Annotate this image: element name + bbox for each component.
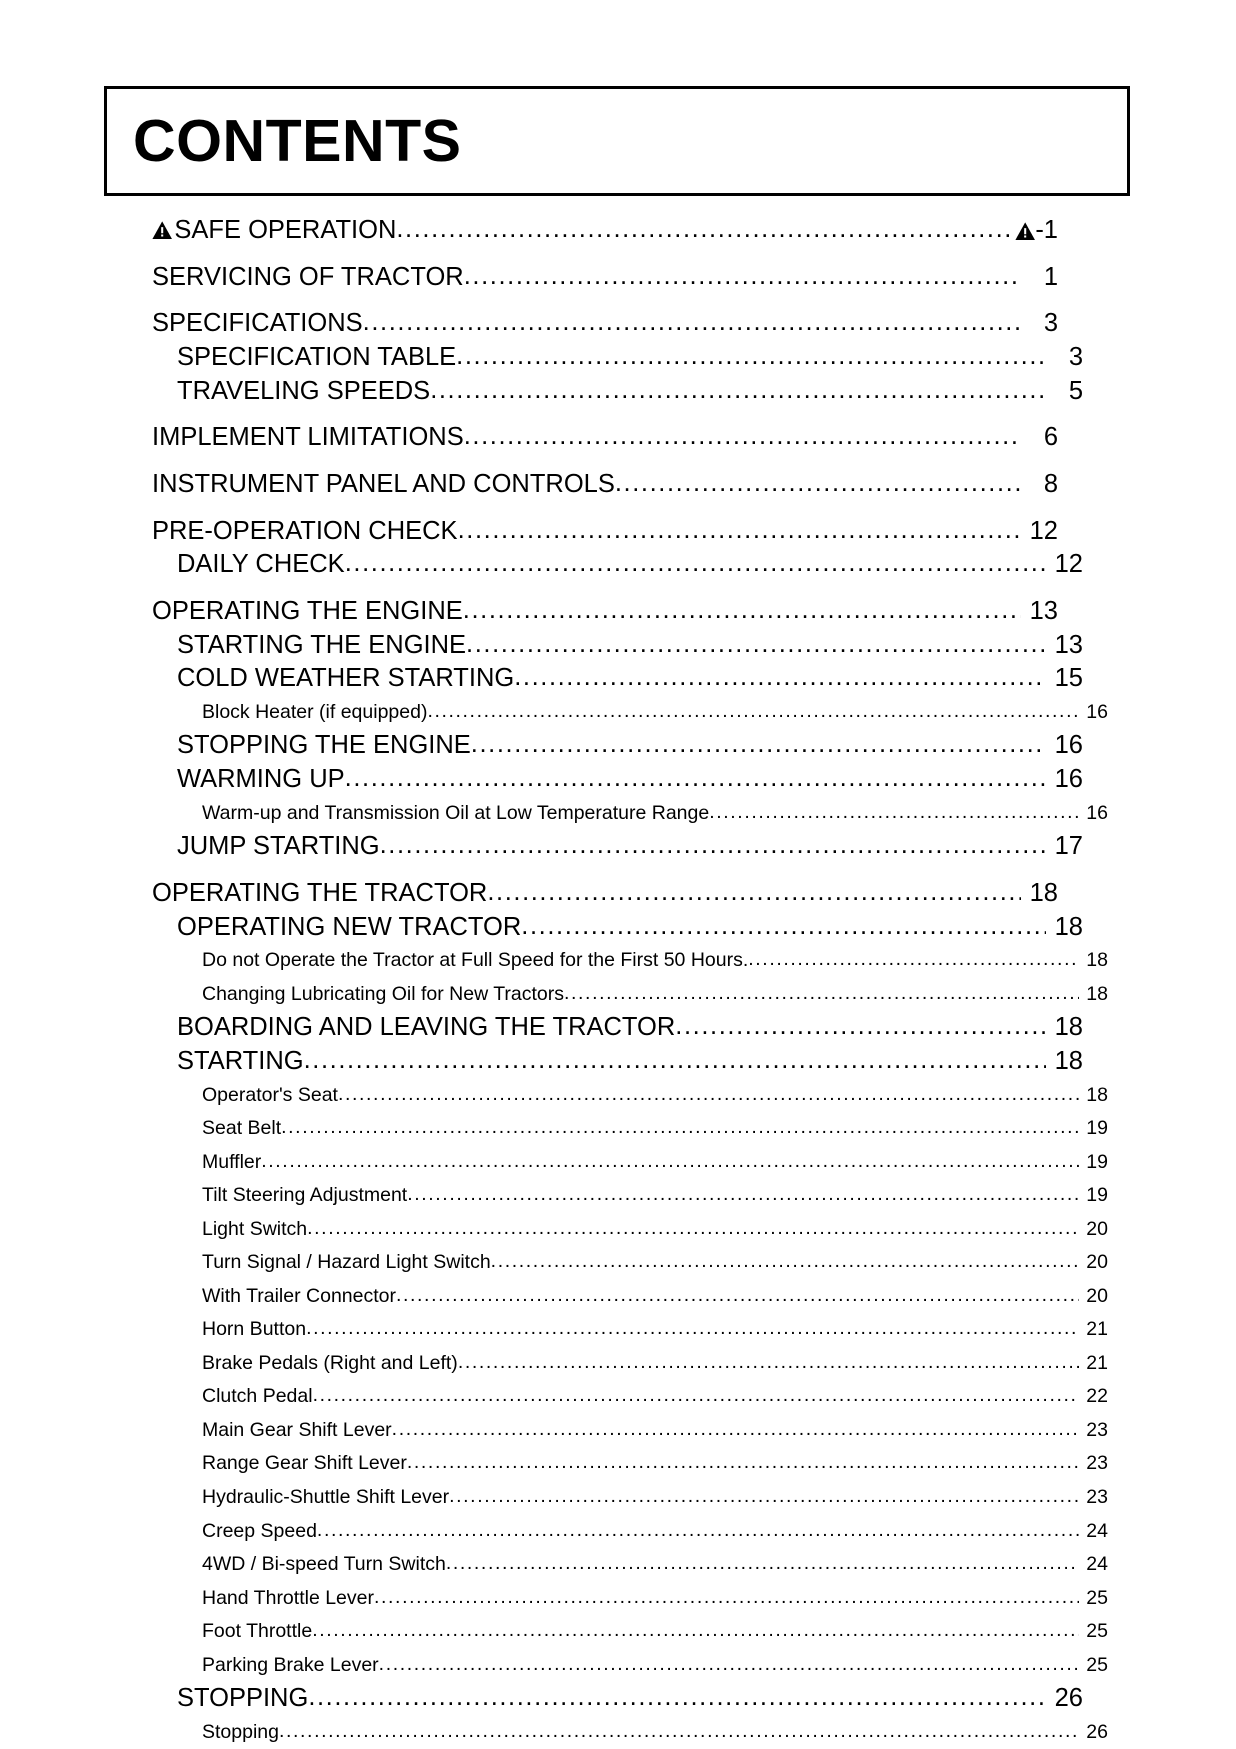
toc-dot-leader [312, 1614, 1079, 1648]
toc-entry[interactable] [177, 1011, 1083, 1045]
toc-entry-page-number [1079, 696, 1108, 730]
toc-page-value: 18 [1054, 912, 1083, 941]
toc-dot-leader [308, 1681, 1046, 1715]
toc-dot-leader [458, 1346, 1079, 1380]
toc-entry-label [202, 1079, 338, 1113]
toc-entry-label [202, 1347, 458, 1381]
toc-page-value: 18 [1054, 1046, 1083, 1075]
toc-dot-leader [345, 547, 1046, 581]
toc-entry[interactable] [202, 1447, 1108, 1481]
toc-entry-label [202, 1146, 261, 1180]
toc-entry-page-number [1046, 911, 1083, 945]
toc-entry-page-number [1079, 1447, 1108, 1481]
toc-dot-leader [471, 728, 1046, 762]
toc-entry-text: STOPPING [177, 1684, 309, 1713]
warning-triangle-icon [1015, 221, 1035, 241]
toc-entry-label [177, 1045, 304, 1079]
toc-entry-page-number [1046, 1682, 1083, 1716]
toc-entry-label [202, 797, 709, 831]
toc-entry-label [202, 1447, 407, 1481]
toc-page-value: 20 [1086, 1217, 1108, 1240]
toc-entry-text: 4WD / Bi-speed Turn Switch [202, 1553, 446, 1576]
toc-entry-text: Warm-up and Transmission Oil at Low Temperature Range [202, 801, 710, 824]
toc-page-value: 19 [1086, 1150, 1108, 1173]
toc-entry-text: COLD WEATHER STARTING [177, 664, 515, 693]
toc-entry-label [177, 1011, 675, 1045]
toc-entry-text: SPECIFICATION TABLE [177, 342, 457, 371]
toc-entry-page-number [1079, 1179, 1108, 1213]
toc-page-value: 18 [1086, 982, 1108, 1005]
toc-entry-text: SERVICING OF TRACTOR [152, 262, 464, 291]
toc-entry-page-number [1079, 978, 1108, 1012]
toc-entry[interactable] [177, 729, 1083, 763]
toc-entry-text: PRE-OPERATION CHECK [152, 516, 458, 545]
toc-entry-label [152, 595, 463, 629]
toc-entry[interactable] [202, 797, 1108, 831]
toc-entry[interactable] [202, 1313, 1108, 1347]
toc-dot-leader [464, 260, 1021, 294]
toc-page-value: 18 [1054, 1013, 1083, 1042]
toc-entry-label [202, 944, 748, 978]
toc-entry-page-number [1021, 595, 1058, 629]
toc-entry-page-number [1079, 1347, 1108, 1381]
toc-entry-page-number [1012, 214, 1058, 248]
toc-dot-leader [396, 213, 1012, 247]
toc-entry[interactable] [177, 629, 1083, 663]
toc-entry[interactable] [152, 214, 1058, 248]
toc-entry[interactable] [177, 662, 1083, 696]
toc-page-value: 21 [1086, 1318, 1108, 1341]
toc-page-value: 22 [1086, 1385, 1108, 1408]
toc-dot-leader [427, 695, 1079, 729]
toc-page-value: 18 [1086, 949, 1108, 972]
toc-entry[interactable] [152, 877, 1058, 911]
toc-dot-leader [306, 1312, 1079, 1346]
toc-entry-text: STARTING THE ENGINE [177, 630, 467, 659]
toc-entry-page-number [1021, 261, 1058, 295]
warning-triangle-icon [152, 220, 172, 240]
toc-entry-text: Stopping [202, 1720, 279, 1743]
toc-entry-label [202, 1615, 312, 1649]
toc-entry-page-number [1021, 468, 1058, 502]
toc-entry-page-number [1079, 1515, 1108, 1549]
toc-entry-page-number [1079, 1649, 1108, 1683]
toc-page-value: 24 [1086, 1553, 1108, 1576]
toc-dot-leader [396, 1279, 1079, 1313]
toc-dot-leader [466, 628, 1046, 662]
toc-entry-page-number [1046, 548, 1083, 582]
toc-entry-text: Muffler [202, 1150, 262, 1173]
toc-dot-leader [317, 1514, 1079, 1548]
toc-dot-leader [379, 1648, 1079, 1682]
toc-page-value: 3 [1068, 342, 1083, 371]
toc-page-value: 16 [1086, 700, 1108, 723]
toc-entry-text: Do not Operate the Tractor at Full Speed for the First 50 Hours. [202, 949, 749, 972]
toc-page-value: -1 [1035, 216, 1058, 244]
toc-entry-label [177, 763, 345, 797]
toc-entry[interactable] [202, 978, 1108, 1012]
toc-page-value: 16 [1086, 801, 1108, 824]
toc-page-value: 26 [1054, 1684, 1083, 1713]
toc-entry[interactable] [202, 1079, 1108, 1113]
toc-page-value: 23 [1086, 1452, 1108, 1475]
toc-page-value: 15 [1054, 664, 1083, 693]
toc-dot-leader [338, 1078, 1079, 1112]
toc-entry[interactable] [202, 1347, 1108, 1381]
toc-entry-text: INSTRUMENT PANEL AND CONTROLS [152, 469, 615, 498]
toc-entry-text: Clutch Pedal [202, 1385, 313, 1408]
toc-entry-page-number [1079, 1481, 1108, 1515]
toc-page-value: 17 [1054, 832, 1083, 861]
toc-entry-label [177, 911, 521, 945]
toc-entry-page-number [1046, 1011, 1083, 1045]
toc-entry[interactable] [202, 1146, 1108, 1180]
toc-entry-page-number [1079, 1280, 1108, 1314]
toc-entry[interactable] [177, 1045, 1083, 1079]
toc-entry-page-number [1079, 1112, 1108, 1146]
toc-entry-text: Horn Button [202, 1318, 307, 1341]
toc-entry[interactable] [152, 421, 1058, 455]
toc-entry-text: With Trailer Connector [202, 1284, 396, 1307]
toc-dot-leader [464, 420, 1021, 454]
toc-entry-text: Changing Lubricating Oil for New Tractors [202, 982, 564, 1005]
toc-entry-label [177, 662, 514, 696]
page-title: CONTENTS [133, 107, 462, 174]
toc-dot-leader [446, 1547, 1079, 1581]
toc-dot-leader [304, 1044, 1046, 1078]
toc-dot-leader [407, 1178, 1079, 1212]
toc-dot-leader [281, 1111, 1079, 1145]
toc-entry[interactable] [177, 1682, 1083, 1716]
toc-page-value: 20 [1086, 1284, 1108, 1307]
toc-dot-leader [279, 1715, 1079, 1749]
toc-entry[interactable] [202, 1179, 1108, 1213]
toc-dot-leader [456, 340, 1046, 374]
toc-entry-page-number [1079, 797, 1108, 831]
toc-entry-page-number [1079, 1380, 1108, 1414]
toc-entry-page-number [1079, 1716, 1108, 1749]
toc-entry[interactable] [177, 911, 1083, 945]
toc-entry-text: IMPLEMENT LIMITATIONS [152, 423, 464, 452]
toc-page-value: 19 [1086, 1117, 1108, 1140]
toc-entry-page-number [1079, 1582, 1108, 1616]
toc-entry[interactable] [202, 1515, 1108, 1549]
toc-entry-label [202, 696, 427, 730]
toc-page-value: 25 [1086, 1653, 1108, 1676]
toc-page-value: 26 [1086, 1720, 1108, 1743]
toc-entry[interactable] [152, 515, 1058, 549]
toc-entry-label [202, 1548, 446, 1582]
toc-entry-label [202, 1414, 392, 1448]
toc-dot-leader [313, 1379, 1079, 1413]
toc-dot-leader [261, 1145, 1079, 1179]
toc-page-value: 16 [1054, 765, 1083, 794]
toc-entry[interactable] [177, 548, 1083, 582]
toc-entry-text: SAFE OPERATION [174, 216, 397, 244]
toc-dot-leader [380, 829, 1046, 863]
toc-page-value: 13 [1029, 596, 1058, 625]
toc-entry-text: Operator's Seat [202, 1083, 338, 1106]
toc-entry-page-number [1046, 662, 1083, 696]
toc-entry-page-number [1079, 1246, 1108, 1280]
toc-page-value: 16 [1054, 731, 1083, 760]
toc-entry-label [202, 1213, 307, 1247]
toc-dot-leader [345, 762, 1046, 796]
toc-page-value: 23 [1086, 1485, 1108, 1508]
toc-entry-label [202, 1280, 396, 1314]
toc-entry[interactable] [202, 1481, 1108, 1515]
toc-entry-label [177, 629, 466, 663]
toc-dot-leader [430, 374, 1046, 408]
toc-entry-page-number [1021, 421, 1058, 455]
toc-entry[interactable] [177, 341, 1083, 375]
toc-entry-label [202, 1246, 491, 1280]
toc-entry-page-number [1046, 1045, 1083, 1079]
toc-dot-leader [487, 876, 1021, 910]
toc-entry-label [202, 1582, 374, 1616]
toc-entry-text: OPERATING NEW TRACTOR [177, 912, 522, 941]
toc-entry-label [177, 375, 430, 409]
toc-entry-page-number [1079, 1615, 1108, 1649]
toc-entry[interactable] [202, 1615, 1108, 1649]
toc-entry-text: Parking Brake Lever [202, 1653, 379, 1676]
toc-entry-page-number [1021, 515, 1058, 549]
toc-entry-text: Creep Speed [202, 1519, 317, 1542]
toc-entry-page-number [1046, 341, 1083, 375]
toc-dot-leader [491, 1245, 1079, 1279]
toc-entry-label [177, 341, 456, 375]
toc-entry-page-number [1079, 1548, 1108, 1582]
toc-dot-leader [449, 1480, 1079, 1514]
toc-entry-text: Block Heater (if equipped) [202, 700, 428, 723]
toc-entry[interactable] [202, 1246, 1108, 1280]
toc-entry-label [202, 1481, 449, 1515]
toc-entry[interactable] [202, 1380, 1108, 1414]
toc-entry-page-number [1079, 1313, 1108, 1347]
toc-entry[interactable] [202, 1548, 1108, 1582]
toc-entry[interactable] [202, 1280, 1108, 1314]
toc-entry-page-number [1021, 307, 1058, 341]
toc-entry[interactable] [177, 375, 1083, 409]
toc-entry-label [202, 1515, 317, 1549]
toc-entry-page-number [1079, 1213, 1108, 1247]
toc-entry-label [202, 1649, 379, 1683]
toc-dot-leader [307, 1212, 1079, 1246]
toc-entry-text: DAILY CHECK [177, 550, 345, 579]
toc-entry-text: TRAVELING SPEEDS [177, 376, 431, 405]
toc-page-value: 13 [1054, 630, 1083, 659]
toc-dot-leader [521, 910, 1046, 944]
toc-entry-label [202, 1179, 407, 1213]
toc-entry-label [152, 421, 464, 455]
toc-entry-label [202, 1380, 313, 1414]
toc-entry-page-number [1046, 375, 1083, 409]
toc-entry-page-number [1046, 729, 1083, 763]
toc-page-value: 24 [1086, 1519, 1108, 1542]
toc-entry-label [152, 468, 615, 502]
toc-entry-text: Seat Belt [202, 1117, 282, 1140]
toc-dot-leader [458, 514, 1021, 548]
toc-dot-leader [675, 1010, 1046, 1044]
toc-entry[interactable] [152, 468, 1058, 502]
toc-entry-text: STOPPING THE ENGINE [177, 731, 471, 760]
toc-entry-text: BOARDING AND LEAVING THE TRACTOR [177, 1013, 676, 1042]
toc-entry-page-number [1046, 830, 1083, 864]
toc-entry-text: OPERATING THE ENGINE [152, 596, 463, 625]
toc-entry-text: Range Gear Shift Lever [202, 1452, 407, 1475]
toc-entry-label [202, 1112, 281, 1146]
toc-entry-label [177, 729, 471, 763]
toc-page-value: 12 [1029, 516, 1058, 545]
toc-entry[interactable] [202, 944, 1108, 978]
toc-page-value: 18 [1086, 1083, 1108, 1106]
toc-entry-page-number [1079, 1146, 1108, 1180]
toc-entry-label [177, 548, 345, 582]
toc-entry-page-number [1046, 763, 1083, 797]
toc-page-value: 5 [1068, 376, 1083, 405]
toc-page-value: 8 [1043, 469, 1058, 498]
toc-entry-text: Hand Throttle Lever [202, 1586, 374, 1609]
toc-entry[interactable] [177, 763, 1083, 797]
toc-dot-leader [748, 943, 1079, 977]
toc-entry-label [202, 978, 564, 1012]
toc-dot-leader [392, 1413, 1079, 1447]
toc-entry-label [202, 1716, 279, 1749]
toc-entry-text: Main Gear Shift Lever [202, 1418, 392, 1441]
toc-entry-page-number [1079, 1414, 1108, 1448]
toc-entry[interactable] [202, 1582, 1108, 1616]
toc-entry-text: STARTING [177, 1046, 304, 1075]
toc-dot-leader [463, 594, 1021, 628]
toc-page-value: 25 [1086, 1620, 1108, 1643]
toc-dot-leader [564, 977, 1079, 1011]
toc-entry-text: SPECIFICATIONS [152, 309, 363, 338]
toc-dot-leader [709, 796, 1079, 830]
toc-entry-text: WARMING UP [177, 765, 345, 794]
toc-page-value: 12 [1054, 550, 1083, 579]
toc-entry[interactable] [152, 307, 1058, 341]
toc-page-value: 3 [1043, 309, 1058, 338]
toc-entry[interactable] [202, 1213, 1108, 1247]
toc-dot-leader [407, 1446, 1079, 1480]
toc-page-value: 25 [1086, 1586, 1108, 1609]
toc-entry-text: Light Switch [202, 1217, 308, 1240]
toc-entry-label [152, 214, 396, 248]
toc-entry-page-number [1021, 877, 1058, 911]
toc-dot-leader [615, 467, 1021, 501]
toc-page-value: 20 [1086, 1251, 1108, 1274]
toc-entry-label [177, 830, 380, 864]
toc-page-value: 19 [1086, 1184, 1108, 1207]
toc-entry-label [152, 261, 464, 295]
toc-entry[interactable] [202, 1414, 1108, 1448]
table-of-contents [152, 214, 1108, 1749]
toc-entry-label [177, 1682, 308, 1716]
toc-dot-leader [514, 661, 1046, 695]
toc-entry-page-number [1079, 944, 1108, 978]
toc-dot-leader [363, 306, 1021, 340]
toc-entry-label [152, 307, 363, 341]
toc-entry-label [152, 877, 487, 911]
contents-title-box [104, 86, 1130, 196]
toc-page-value: 21 [1086, 1351, 1108, 1374]
toc-entry[interactable] [152, 595, 1058, 629]
toc-entry[interactable] [202, 696, 1108, 730]
toc-entry-text: Brake Pedals (Right and Left) [202, 1351, 458, 1374]
toc-entry-text: Tilt Steering Adjustment [202, 1184, 408, 1207]
toc-page-value: 18 [1029, 878, 1058, 907]
toc-entry-label [202, 1313, 306, 1347]
toc-entry-label [152, 515, 458, 549]
toc-page-value: 6 [1043, 423, 1058, 452]
toc-page-value: 1 [1043, 262, 1058, 291]
toc-entry[interactable] [202, 1649, 1108, 1683]
toc-entry-text: Hydraulic-Shuttle Shift Lever [202, 1485, 450, 1508]
toc-entry-text: Turn Signal / Hazard Light Switch [202, 1251, 491, 1274]
toc-dot-leader [374, 1581, 1079, 1615]
toc-entry-text: Foot Throttle [202, 1620, 313, 1643]
toc-entry[interactable] [202, 1112, 1108, 1146]
toc-entry-text: OPERATING THE TRACTOR [152, 878, 488, 907]
toc-entry-page-number [1046, 629, 1083, 663]
toc-page-value: 23 [1086, 1418, 1108, 1441]
toc-entry-page-number [1079, 1079, 1108, 1113]
toc-entry[interactable] [152, 261, 1058, 295]
toc-entry-text: JUMP STARTING [177, 832, 380, 861]
toc-entry[interactable] [177, 830, 1083, 864]
toc-entry[interactable] [202, 1716, 1108, 1749]
